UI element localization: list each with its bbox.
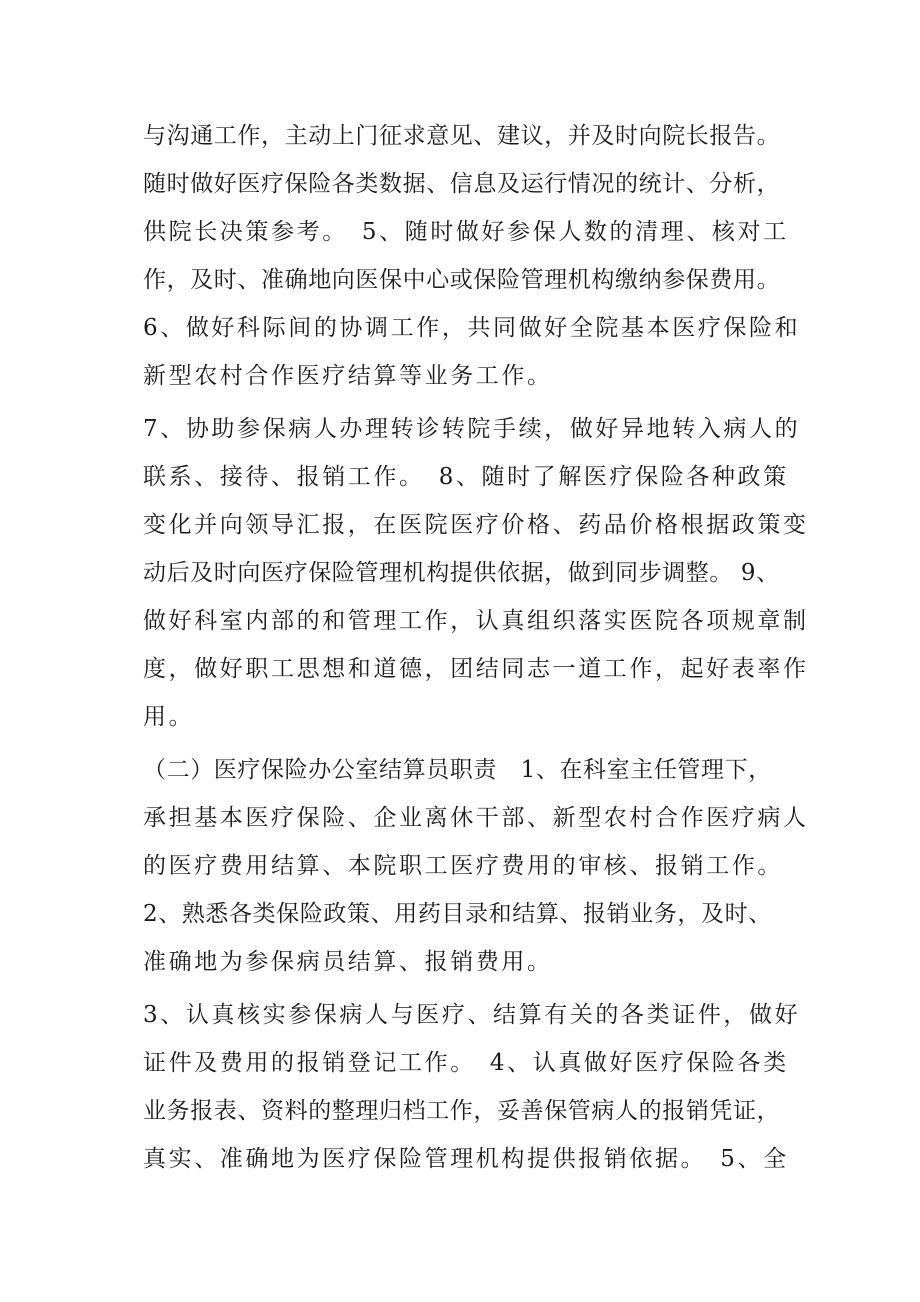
text-line: 准确地为参保病员结算、报销费用。 [143, 949, 553, 975]
text-line: 7、协助参保病人办理转诊转院手续，做好异地转入病人的 [143, 416, 801, 442]
text-line: 新型农村合作医疗结算等业务工作。 [143, 363, 553, 389]
text-line: 3、认真核实参保病人与医疗、结算有关的各类证件，做好 [143, 1002, 801, 1028]
text-line: 动后及时向医疗保险管理机构提供依据，做到同步调整。 9、 [143, 560, 780, 586]
text-line: 随时做好医疗保险各类数据、信息及运行情况的统计、分析， [143, 171, 781, 197]
text-line: 与沟通工作，主动上门征求意见、建议，并及时向院长报告。 [143, 123, 781, 149]
text-line: 业务报表、资料的整理归档工作，妥善保管病人的报销凭证， [143, 1098, 781, 1124]
text-line: 真实、准确地为医疗保险管理机构提供报销依据。 5、全 [143, 1146, 789, 1172]
text-line: 用。 [143, 704, 195, 730]
text-line: 证件及费用的报销登记工作。 4、认真做好医疗保险各类 [143, 1050, 789, 1076]
text-line: 作，及时、准确地向医保中心或保险管理机构缴纳参保费用。 [143, 267, 781, 293]
text-line: 2、熟悉各类保险政策、用药目录和结算、报销业务，及时、 [143, 901, 772, 927]
text-line: 度，做好职工思想和道德，团结同志一道工作，起好表率作 [143, 656, 809, 682]
document-body [143, 112, 809, 1183]
text-line: 承担基本医疗保险、企业离休干部、新型农村合作医疗病人 [143, 805, 809, 831]
text-line: 变化并向领导汇报，在医院医疗价格、药品价格根据政策变 [143, 512, 809, 538]
section-heading-line: （二）医疗保险办公室结算员职责 1、在科室主任管理下， [143, 757, 772, 783]
text-line: 联系、接待、报销工作。 8、随时了解医疗保险各种政策 [143, 464, 789, 490]
text-line: 供院长决策参考。 5、随时做好参保人数的清理、核对工 [143, 219, 789, 245]
text-line: 6、做好科际间的协调工作，共同做好全院基本医疗保险和 [143, 315, 801, 341]
text-line: 做好科室内部的和管理工作，认真组织落实医院各项规章制 [143, 608, 809, 634]
text-line: 的医疗费用结算、本院职工医疗费用的审核、报销工作。 [143, 853, 783, 879]
